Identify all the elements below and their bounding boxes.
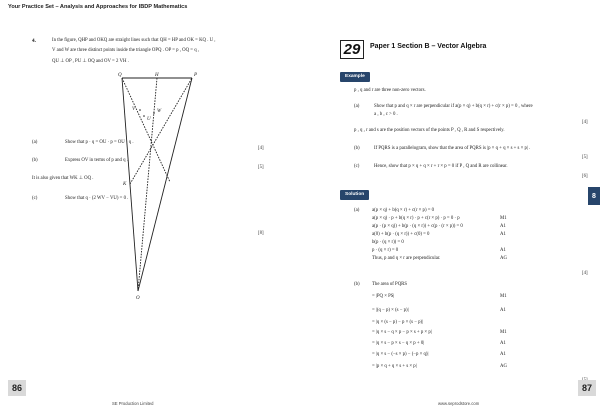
- part-a-text: Show that p · q = OU · p = OU · q .: [65, 140, 134, 145]
- solution-b-line-1: = |PQ × PS|: [372, 294, 395, 299]
- part-b-text: Express OV in terms of p and q .: [65, 158, 128, 163]
- solution-a-line-1: a(p × q) + b(q × r) + c(r × p) = 0: [372, 208, 435, 213]
- example-a-label: (a): [354, 104, 360, 109]
- label-w: W: [157, 109, 162, 114]
- solution-b-line-2: = |(q − p) × (s − p)|: [372, 308, 409, 313]
- part-a-label: (a): [32, 140, 38, 145]
- example-c-label: (c): [354, 164, 360, 169]
- label-o: O: [136, 296, 140, 301]
- solution-a-code-6: A1: [500, 248, 506, 253]
- solution-a-code-2: M1: [500, 216, 507, 221]
- example-c-marks: [6]: [582, 174, 588, 179]
- chapter-side-tab: 8: [588, 187, 600, 205]
- example-given: p , q , r and s are the position vectors of the points P , Q , R and S respectively.: [354, 128, 505, 133]
- running-head: Your Practice Set – Analysis and Approaches for IBDP Mathematics: [8, 4, 188, 10]
- label-v: V: [132, 107, 136, 112]
- part-b-label: (b): [32, 158, 38, 163]
- solution-b-label: (b): [354, 282, 360, 287]
- line-oh: [138, 78, 157, 291]
- example-a-marks: [4]: [582, 120, 588, 125]
- chapter-title: Paper 1 Section B – Vector Algebra: [370, 43, 487, 50]
- part-a-marks: [4]: [258, 146, 264, 151]
- page-number-left: 86: [8, 380, 26, 396]
- label-q: Q: [118, 73, 122, 78]
- label-u: U: [147, 117, 151, 122]
- part-b-marks: [5]: [258, 165, 264, 170]
- solution-a-marks: [4]: [582, 271, 588, 276]
- page-number-right: 87: [578, 380, 596, 396]
- solution-b-code-5: A1: [500, 341, 506, 346]
- part-c-marks: [8]: [258, 231, 264, 236]
- label-h: H: [155, 73, 159, 78]
- given-text: It is also given that WK ⊥ OQ .: [32, 176, 94, 181]
- solution-b-code-7: AG: [500, 364, 507, 369]
- solution-a-line-3: a(p · (p × q)) + b(p · (q × r)) + c(p · (r × p)) = 0: [372, 224, 463, 229]
- footer-right: www.seprodstore.com: [438, 401, 480, 406]
- solution-b-code-1: M1: [500, 294, 507, 299]
- solution-b-code-2: A1: [500, 308, 506, 313]
- example-a-line-1: Show that p and q × r are perpendicular if a(p × q) + b(q × r) + c(r × p) = 0 , where: [374, 104, 533, 109]
- example-a-line-2: a , b , c > 0 .: [374, 112, 398, 117]
- example-b-marks: [5]: [582, 155, 588, 160]
- chapter-number-badge: 29: [340, 40, 364, 59]
- solution-a-code-3: A1: [500, 224, 506, 229]
- footer-left: SE Production Limited: [112, 401, 154, 406]
- solution-b-intro: The area of PQRS: [372, 282, 408, 287]
- solution-a-line-5: b(p · (q × r)) = 0: [372, 240, 404, 245]
- solution-b-line-5: = |q × s − p × s − q × p + 0|: [372, 341, 425, 346]
- example-label: Example: [340, 72, 370, 82]
- solution-a-code-4: A1: [500, 232, 506, 237]
- triangle-figure: [110, 72, 200, 302]
- label-k: K: [123, 182, 127, 187]
- solution-a-line-6: p · (q × r) = 0: [372, 248, 399, 253]
- solution-a-label: (a): [354, 208, 360, 213]
- solution-b-line-7: = |p × q + q × s + s × p|: [372, 364, 417, 369]
- example-b-text: If PQRS is a parallelogram, show that the area of PQRS is |p × q + q × s + s × p| .: [374, 146, 531, 151]
- solution-a-line-2: a(p × q) · p + b(q × r) · p + c(r × p) · p = 0 · p: [372, 216, 460, 221]
- question-intro-line-1: In the figure, QHP and OKQ are straight lines such that QH = HP and OK = KQ . U ,: [52, 38, 216, 43]
- question-intro-line-2: V and W are three distinct points inside the triangle OPQ . OP = p , OQ = q ,: [52, 48, 199, 53]
- line-po: [138, 78, 192, 291]
- example-c-text: Hence, show that p × q + q × r + r × p = 0 if P , Q and R are collinear.: [374, 164, 508, 169]
- label-p: P: [194, 73, 198, 78]
- example-intro: p , q and r are three non-zero vectors.: [354, 88, 426, 93]
- solution-b-code-4: M1: [500, 330, 507, 335]
- right-page: [300, 0, 600, 420]
- solution-b-line-6: = |q × s − (−s × p) − (−p × q)|: [372, 352, 429, 357]
- solution-a-code-7: AG: [500, 256, 507, 261]
- question-number: 4.: [32, 38, 36, 44]
- line-pk: [130, 78, 192, 184]
- solution-b-line-3: = |q × (s − p) − p × (s − p)|: [372, 320, 424, 325]
- solution-label: Solution: [340, 190, 369, 200]
- solution-b-code-6: A1: [500, 352, 506, 357]
- question-intro-line-3: QU ⊥ OP , PU ⊥ OQ and OV = 2 VH .: [52, 59, 129, 64]
- example-b-label: (b): [354, 146, 360, 151]
- part-c-label: (c): [32, 196, 38, 201]
- solution-a-line-7: Thus, p and q × r are perpendicular.: [372, 256, 441, 261]
- part-c-text: Show that q · (2 WV − VU) = 0 .: [65, 196, 129, 201]
- line-qu: [122, 78, 170, 182]
- solution-a-line-4: a(0) + b(p · (q × r)) + c(0) = 0: [372, 232, 430, 237]
- solution-b-line-4: = |q × s − q × p − p × s + p × p|: [372, 330, 432, 335]
